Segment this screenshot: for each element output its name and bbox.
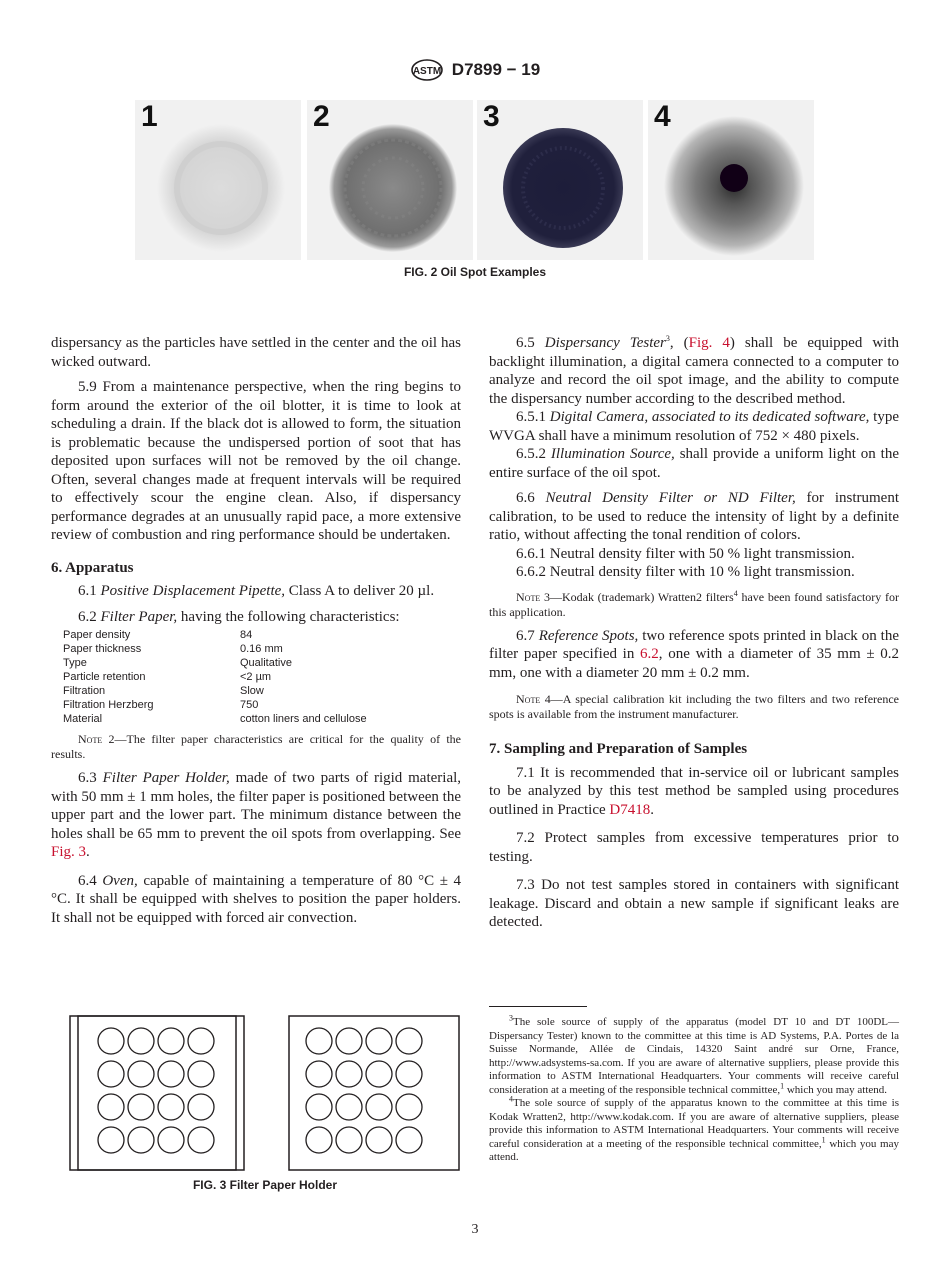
- filter-paper-properties-table: [63, 628, 367, 726]
- table-row: Material cotton liners and cellulose: [63, 713, 367, 725]
- oil-spot-panel-2: [307, 100, 473, 260]
- left-column: [51, 334, 461, 927]
- table-row: Type Qualitative: [63, 657, 292, 669]
- oil-spot-3-image: [477, 100, 643, 260]
- d7418-link[interactable]: D7418: [609, 801, 651, 818]
- table-row: Filtration Herzberg 750: [63, 699, 259, 711]
- paragraph-continued: dispersancy as the particles have settled in the center and the oil has wicked outward.: [51, 335, 461, 370]
- spot-number: 3: [483, 100, 500, 133]
- table-row: Paper density 84: [63, 629, 253, 641]
- paragraph-6-5: 6.5 Dispersancy Tester$^3$, (Fig. 4) shall be equipped with backlight illumination, a digital camera connected to a computer to analyze and record the oil spot image, and the ability to compute the dispersancy number according to the described method.: [489, 334, 900, 407]
- oil-spot-panel-4: [648, 100, 814, 260]
- paragraph-5-9: 5.9 From a maintenance perspective, when the ring begins to form around the exterior of the oil blotter, it is time to look at scheduling a drain. If the black dot is allowed to form, the situation is problematic because the undispersed portion of soot that has deposited upon surfaces will not be removed by the oil change. Often, several changes made at frequent intervals will be required to effectively scour the engine clean. Also, if dispersancy performance degrades at an unusually rapid pace, a more extensive review of combustion and ring performance should be undertaken.: [51, 379, 461, 543]
- fig3-link[interactable]: Fig. 3: [51, 844, 87, 860]
- section-6-heading: 6. Apparatus: [51, 559, 134, 576]
- page-number: 3: [471, 1222, 479, 1237]
- footnote-3: $^3$The sole source of supply of the apparatus (model DT 10 and DT 100DL—Dispersancy Tester) known to the committee at this time is AD Systems, P.A. Portes de la Suisse Normande, Allée de Cindais, 14320 Saint andré sur Orne, France, http://www.adsystems-sa.com. If you are aware of alternative suppliers, please provide this information to ASTM International Headquarters. Your comments will receive careful consideration at a meeting of the responsible technical committee,$^1$ which you may attend.: [489, 1013, 899, 1096]
- spot-number: 1: [141, 100, 158, 133]
- paragraph-6-6-1: 6.6.1 Neutral density filter with 50 % light transmission.: [516, 545, 855, 562]
- filter-paper-holder-figure: [68, 1014, 462, 1174]
- spot-number: 2: [313, 100, 330, 133]
- paragraph-6-3: 6.3 Filter Paper Holder, made of two parts of rigid material, with 50 mm ± 1 mm holes, the filter paper is positioned between the upper part and the lower part. The minimum distance between the holes shall be 65 mm to prevent the oil spots from overlapping. See Fig. 3.: [51, 770, 462, 860]
- holder-plate-left: [70, 1016, 244, 1170]
- oil-spot-1-image: [135, 100, 301, 260]
- paragraph-6-5-2: 6.5.2 Illumination Source, shall provide a uniform light on the entire surface of the oil spot.: [489, 446, 899, 481]
- right-column: [489, 334, 899, 932]
- paragraph-7-1: 7.1 It is recommended that in-service oil or lubricant samples to be analyzed by this test method be sampled using procedures outlined in Practice D7418.: [489, 764, 899, 818]
- paragraph-6-6: 6.6 Neutral Density Filter or ND Filter, for instrument calibration, to be used to reduce the intensity of light by a definite ratio, without affecting the tonal rendition of colors.: [489, 490, 899, 543]
- paragraph-7-3: 7.3 Do not test samples stored in containers with significant leakage. Discard and obtain a new sample if significant leaks are detected.: [489, 877, 899, 930]
- footnote-4: $^4$The sole source of supply of the apparatus known to the committee at this time is Kodak Wratten2, http://www.kodak.com. If you are aware of alternative suppliers, please provide this information to ASTM International Headquarters. Your comments will receive careful consideration at a meeting of the responsible technical committee,$^1$ which you may attend.: [489, 1094, 899, 1163]
- paragraph-6-6-2: 6.6.2 Neutral density filter with 10 % light transmission.: [516, 564, 855, 580]
- astm-logo-icon: [410, 58, 444, 82]
- section-7-heading: 7. Sampling and Preparation of Samples: [489, 741, 748, 757]
- holder-plate-right: [289, 1016, 459, 1170]
- page-header: [0, 58, 950, 82]
- paragraph-6-1: 6.1 Positive Displacement Pipette, Class A to deliver 20 µl.: [78, 583, 435, 599]
- oil-spot-2-image: [307, 100, 473, 260]
- note-2: Note 2—The filter paper characteristics are critical for the quality of the results.: [51, 732, 461, 761]
- paragraph-6-5-1: 6.5.1 Digital Camera, associated to its dedicated software, type WVGA shall have a minimum resolution of 752 × 480 pixels.: [489, 409, 899, 444]
- paragraph-6-2: 6.2 Filter Paper, having the following characteristics:: [78, 608, 400, 625]
- table-row: Filtration Slow: [63, 685, 264, 697]
- table-row: Paper thickness 0.16 mm: [63, 643, 283, 655]
- paragraph-6-4: 6.4 Oven, capable of maintaining a temperature of 80 °C ± 4 °C. It shall be equipped with shelves to position the paper holders. It shall not be equipped with forced air convection.: [51, 872, 462, 926]
- table-row: Particle retention <2 µm: [63, 671, 272, 683]
- designation: D7899 − 19: [451, 60, 541, 79]
- footnotes: [489, 1013, 899, 1165]
- section-6-2-link[interactable]: 6.2: [640, 646, 659, 662]
- note-4: Note 4—A special calibration kit including the two filters and two reference spots is available from the instrument manufacturer.: [489, 692, 899, 721]
- fig3-caption: FIG. 3 Filter Paper Holder: [192, 1178, 338, 1192]
- spot-number: 4: [654, 100, 671, 133]
- note-3: Note 3—Kodak (trademark) Wratten2 filters$^4$ have been found satisfactory for this application.: [489, 588, 899, 619]
- fig2-caption: FIG. 2 Oil Spot Examples: [403, 265, 547, 279]
- oil-spot-panel-1: [135, 100, 301, 260]
- astm-logo-text: ASTM: [412, 66, 441, 77]
- paragraph-7-2: 7.2 Protect samples from excessive temperatures prior to testing.: [489, 830, 899, 865]
- fig4-link[interactable]: Fig. 4: [688, 335, 730, 351]
- footnote-rule: [489, 1006, 587, 1007]
- oil-spot-4-image: [648, 100, 814, 260]
- oil-spot-panel-3: [477, 100, 643, 260]
- paragraph-6-7: 6.7 Reference Spots, two reference spots printed in black on the filter paper specified in 6.2, one with a diameter of 35 mm ± 0.2 mm, one with a diameter 20 mm ± 0.2 mm.: [489, 627, 899, 681]
